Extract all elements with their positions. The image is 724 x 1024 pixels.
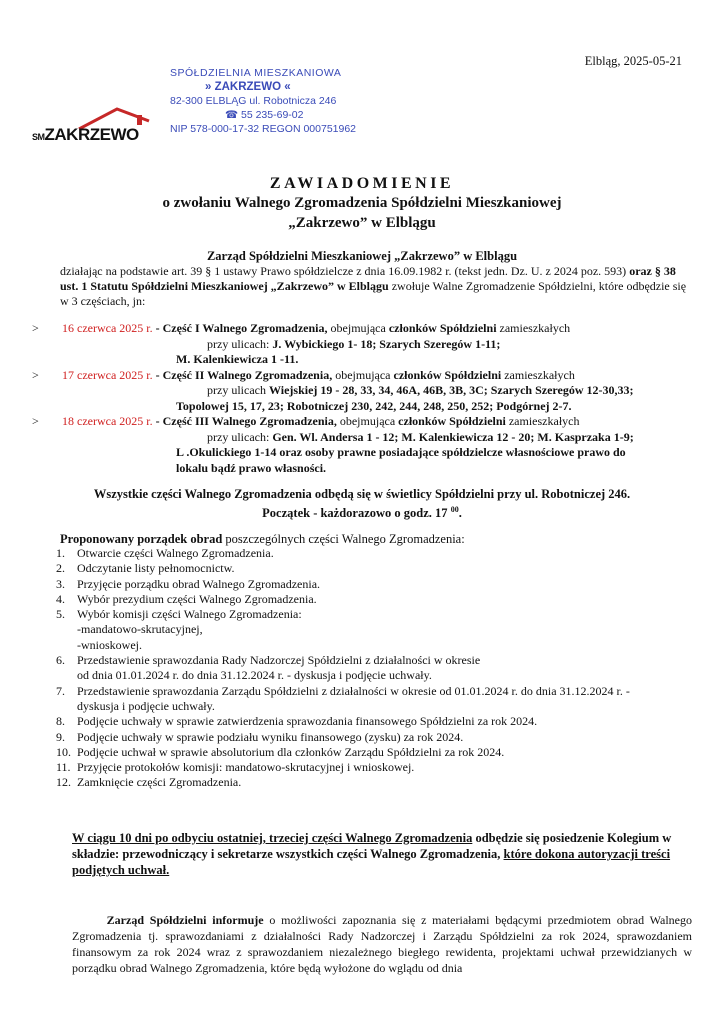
board-heading: Zarząd Spółdzielni Mieszkaniowej „Zakrzewo” w Elblągu [206,249,518,263]
agenda-item: 7. Przedstawienie sprawozdania Zarządu Spółdzielni z działalności w okresie od 01.01.2024 r. do dnia 31.12.2024 r. - dyskusja i podjęcie uchwały. [56,683,630,713]
bullet-marker: > [32,367,39,382]
agenda-item: 9. Podjęcie uchwały w sprawie podziału wyniku finansowego (zysku) za rok 2024. [56,729,464,744]
company-logo [32,105,152,155]
agenda-list [56,546,696,791]
info-paragraph: Zarząd Spółdzielni informuje o możliwości zapoznania się z materiałami będącymi przedmiotem obrad Walnego Zgromadzenia tj. sprawozdaniami z działalności Rady Nadzorczej i Zarządu Spółdzielni za rok 2024, sprawozdaniem finansowym za rok 2024 wraz z sprawozdaniem niezależnego biegłego rewidenta, projektami uchwał przewidzianych w porządku obrad Walnego Zgromadzenia, które będą wyłożone do wglądu od dnia [72,913,692,975]
part-date: 17 czerwca 2025 r. [62,367,153,382]
agenda-item: 3. Przyjęcie porządku obrad Walnego Zgromadzenia. [56,576,321,591]
agenda-title: Proponowany porządek obrad poszczególnych części Walnego Zgromadzenia: [60,532,465,546]
agenda-item: 12. Zamknięcie części Zgromadzenia. [56,775,242,790]
agenda-item: 11. Przyjęcie protokołów komisji: mandatowo-skrutacyjnej i wnioskowej. [56,760,415,775]
bullet-marker: > [32,414,39,428]
intro-paragraph: działając na podstawie art. 39 § 1 ustawy Prawo spółdzielcze z dnia 16.09.1982 r. (tekst jedn. Dz. U. z 2024 poz. 593) oraz § 38 ust. 1 Statutu Spółdzielni Mieszkaniowej „Zakrzewo” w Elblągu zwołuje Walne Zgromadzenie Spółdzielni, które odbędzie się w 3 częściach, jn: [60,264,687,308]
agenda-item: 8. Podjęcie uchwały w sprawie zatwierdzenia sprawozdania finansowego Spółdzielni za rok 2024. [56,714,538,729]
agenda-item: 5. Wybór komisji części Walnego Zgromadzenia: -mandatowo-skrutacyjnej, -wnioskowej. [56,607,302,652]
logo-text: SMZAKRZEWO [32,125,139,144]
agenda-item: 4. Wybór prezydium części Walnego Zgromadzenia. [56,591,317,606]
part-date: 16 czerwca 2025 r. [62,321,153,335]
document-title: ZAWIADOMIENIE [269,175,455,192]
meeting-parts [32,321,692,476]
agenda-item: 1. Otwarcie części Walnego Zgromadzenia. [56,546,274,560]
stamp-zakrzewo: » ZAKRZEWO « [205,81,291,93]
document-subtitle: o zwołaniu Walnego Zgromadzenia Spółdzielni Mieszkaniowej „Zakrzewo” w Elblągu [162,195,562,231]
college-paragraph: W ciągu 10 dni po odbyciu ostatniej, trzeciej części Walnego Zgromadzenia odbędzie się posiedzenie Kolegium w składzie: przewodniczący i sekretarze wszystkich części Walnego Zgromadzenia, które dokona autoryzacji treści podjętych uchwał. [72,831,672,877]
stamp-phone: ☎ 55 235-69-02 [225,109,304,121]
stamp-nip-regon: NIP 578-000-17-32 REGON 000751962 [170,123,357,132]
meeting-part-2: > 17 czerwca 2025 r. - Część II Walnego Zgromadzenia, obejmująca członków Spółdzielni zamieszkałych przy ulicach Wiejskiej 19 - 28, 33, 34, 46A, 46B, 3B, 3C; Szarych Szeregów 12-30,33; Topolowej 15, 17, 23; Robotniczej 230, 242, 244, 248, 250, 252; Podgórnej 2-7. [32,367,634,413]
company-stamp [170,66,370,132]
agenda-item: 6. Przedstawienie sprawozdania Rady Nadzorczej Spółdzielni z działalności w okresie od dnia 01.01.2024 r. do dnia 31.12.2024 r. - dyskusja i podjęcie uchwały. [56,653,481,683]
meeting-part-1: > 16 czerwca 2025 r. - Część I Walnego Zgromadzenia, obejmująca członków Spółdzielni zamieszkałych przy ulicach: J. Wybickiego 1- 18; Szarych Szeregów 1-11; M. Kalenkiewicza 1 -11. [32,321,571,366]
phone-icon: ☎ [225,109,241,121]
stamp-address: 82-300 ELBLĄG ul. Robotnicza 246 [170,95,337,107]
stamp-name: SPÓŁDZIELNIA MIESZKANIOWA [170,67,342,79]
bullet-marker: > [32,321,39,335]
document-date: Elbląg, 2025-05-21 [584,54,682,68]
agenda-item: 2. Odczytanie listy pełnomocnictw. [56,561,235,576]
agenda-item: 10. Podjęcie uchwał w sprawie absolutorium dla członków Zarządu Spółdzielni za rok 2024. [56,744,505,759]
part-date: 18 czerwca 2025 r. [62,414,153,428]
meeting-part-3: > 18 czerwca 2025 r. - Część III Walnego Zgromadzenia, obejmująca członków Spółdzielni zamieszkałych przy ulicach: Gen. Wl. Andersa 1 - 12; M. Kalenkiewicza 12 - 20; M. Kasprzaka 1-9; L .Okulickiego 1-14 oraz osoby prawne posiadające spółdzielcze własnościowe prawo do lokalu bądź prawo własności. [32,414,634,475]
meeting-location-note: Wszystkie części Walnego Zgromadzenia odbędą się w świetlicy Spółdzielni przy ul. Robotniczej 246. Początek - każdorazowo o godz. 17 $^{00}$. [93,487,631,521]
